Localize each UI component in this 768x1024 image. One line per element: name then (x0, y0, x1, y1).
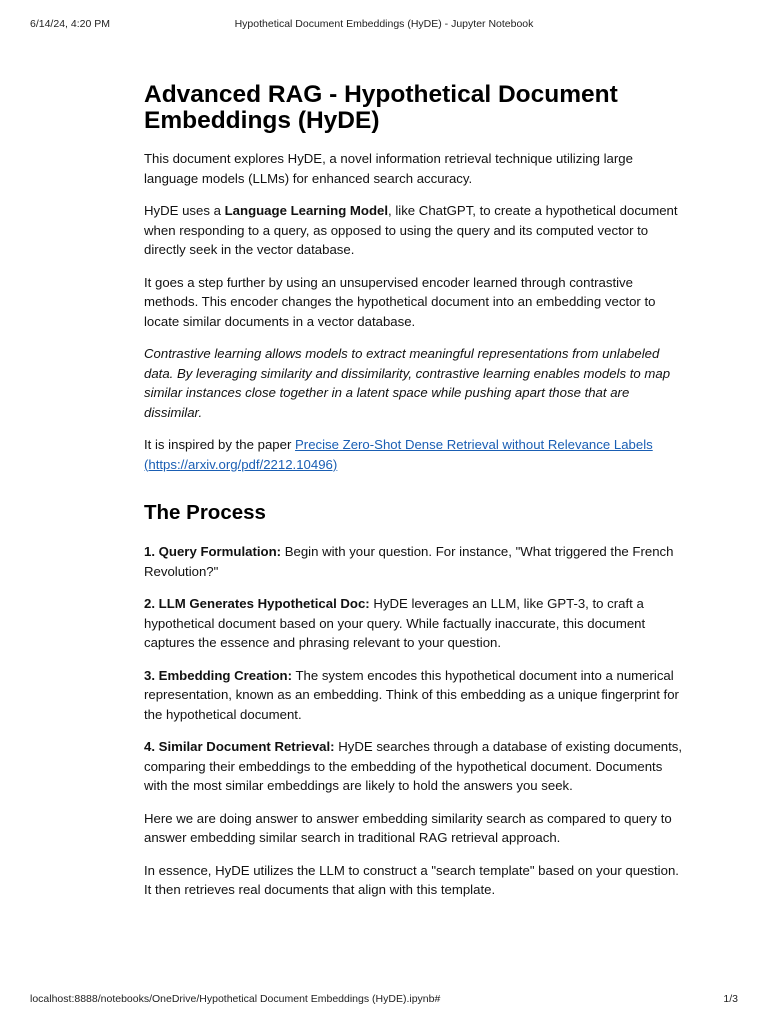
step-item (144, 594, 688, 653)
paper-link[interactable]: Precise Zero-Shot Dense Retrieval without Relevance Labels (https://arxiv.org/pdf/2212.10496) (144, 437, 653, 472)
hyde-uses-paragraph (144, 201, 688, 260)
step-text: HyDE searches through a database of existing documents, comparing their embeddings to the embedding of the hypothetical document. Documents with the most similar embeddings are likely to hold the answers you seek. (144, 739, 683, 793)
p2-bold: Language Learning Model (224, 203, 389, 218)
comparison-paragraph: Here we are doing answer to answer embedding similarity search as compared to query to answer embedding similar search in traditional RAG retrieval approach. (144, 810, 672, 845)
p2-suffix: , like ChatGPT, to create a hypothetical document when responding to a query, as opposed to using the query and its computed vector to directly seek in the vector database. (144, 203, 678, 257)
step-text: Begin with your question. For instance, "What triggered the French Revolution?" (144, 544, 674, 579)
step-label: 4. Similar Document Retrieval: (144, 739, 335, 754)
step-item (144, 542, 688, 581)
step-label: 2. LLM Generates Hypothetical Doc: (144, 596, 370, 611)
print-header (30, 18, 738, 34)
step-text: The system encodes this hypothetical document into a numerical representation, known as an embedding. Think of this embedding as a unique fingerprint for the hypothetical document. (144, 667, 679, 722)
step-item (144, 666, 688, 725)
contrastive-learning-paragraph: Contrastive learning allows models to extract meaningful representations from unlabeled data. By leveraging similarity and dissimilarity, contrastive learning enables models to map similar instances close together in a latent space while pushing apart those that are dissimilar. (144, 346, 671, 420)
p5-prefix: It is inspired by the paper (144, 437, 296, 452)
encoder-paragraph: It goes a step further by using an unsupervised encoder learned through contrastive methods. This encoder changes the hypothetical document into an embedding vector to locate similar documents in a vector database. (144, 274, 656, 329)
summary-paragraph: In essence, HyDE utilizes the LLM to construct a "search template" based on your question. It then retrieves real documents that align with this template. (144, 862, 679, 897)
print-url: localhost:8888/notebooks/OneDrive/Hypothetical Document Embeddings (HyDE).ipynb# (30, 993, 441, 1005)
paper-reference-paragraph (144, 435, 688, 474)
intro-paragraph: This document explores HyDE, a novel information retrieval technique utilizing large language models (LLMs) for enhanced search accuracy. (144, 151, 633, 186)
print-footer (30, 993, 738, 1009)
notebook-content (144, 82, 688, 913)
step-label: 3. Embedding Creation: (144, 667, 293, 683)
step-item (144, 737, 688, 796)
step-text: HyDE leverages an LLM, like GPT-3, to craft a hypothetical document based on your query. While factually inaccurate, this document captures the essence and phrasing relevant to your question. (144, 596, 646, 650)
page-number: 1/3 (723, 993, 738, 1005)
step-label: 1. Query Formulation: (144, 544, 282, 559)
section-title: The Process (144, 501, 266, 524)
page-title: Advanced RAG - Hypothetical Document Embeddings (HyDE) (144, 81, 618, 134)
p2-prefix: HyDE uses a (144, 203, 225, 218)
print-title: Hypothetical Document Embeddings (HyDE) - Jupyter Notebook (234, 18, 534, 30)
print-date: 6/14/24, 4:20 PM (30, 18, 110, 30)
